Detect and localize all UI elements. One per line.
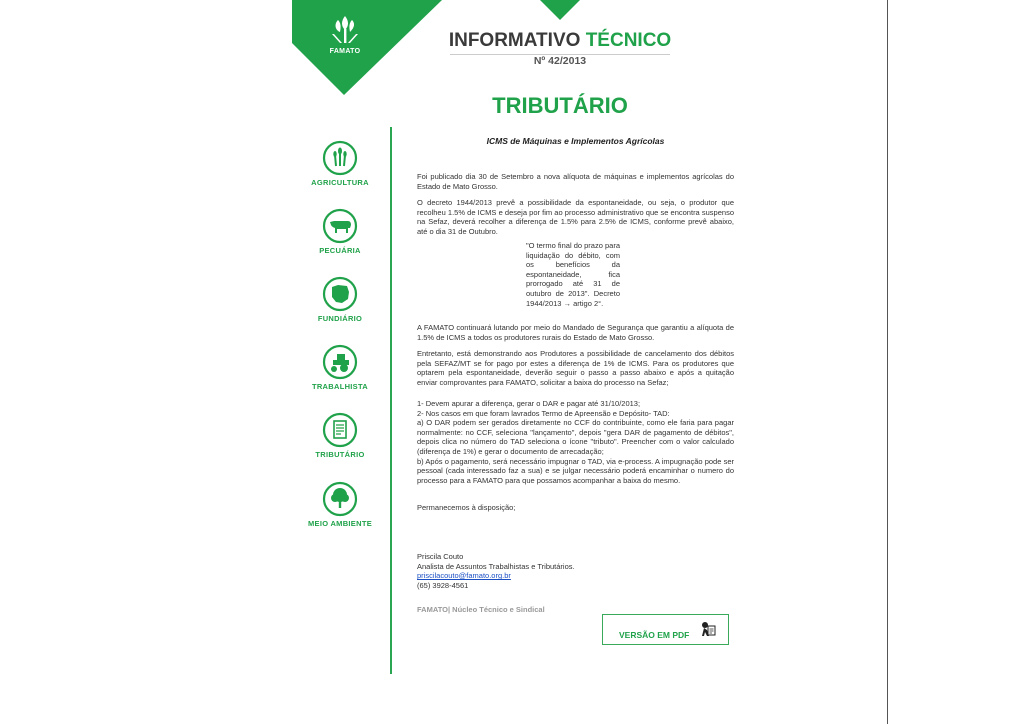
wheat-logo-icon <box>320 12 370 46</box>
header-accent-triangle <box>540 0 580 20</box>
sidebar-divider <box>390 127 392 674</box>
sidebar-item-pecuaria[interactable] <box>300 208 380 255</box>
document-subtitle: ICMS de Máquinas e Implementos Agrícolas <box>486 136 665 146</box>
section-title: TRIBUTÁRIO <box>492 93 628 118</box>
pdf-button-label: VERSÃO EM PDF <box>619 630 690 640</box>
step-1: 1- Devem apurar a diferença, gerar o DAR e pagar até 31/10/2013; <box>417 399 641 408</box>
famato-logo <box>320 12 370 60</box>
signature-name: Priscila Couto <box>417 552 464 561</box>
signature-email-link[interactable]: priscilacouto@famato.org.br <box>417 571 511 581</box>
sidebar-item-label: AGRICULTURA <box>311 178 369 187</box>
sidebar-item-trabalhista[interactable] <box>300 344 380 391</box>
closing-line <box>417 503 734 513</box>
paragraph-text: Foi publicado dia 30 de Setembro a nova alíquota de máquinas e implementos agrícolas do Estado de Mato Grosso. <box>417 172 734 191</box>
paragraph-text: Entretanto, está demonstrando aos Produtores a possibilidade de cancelamento dos débitos pela SEFAZ/MT se for pago por estes a diferença de 1% de ICMS. Para os produtores que optarem pela espontaneidade, deverão seguir o passo a passo abaixo e após a quitação enviar comprovantes para FAMATO, solicitar a baixa do processo na Sefaz; <box>417 349 734 387</box>
paragraph-1 <box>417 172 734 191</box>
pdf-version-button[interactable] <box>602 614 729 645</box>
sidebar-item-label: PECUÁRIA <box>319 246 361 255</box>
agriculture-icon <box>322 140 358 176</box>
sidebar-item-label: TRIBUTÁRIO <box>315 450 365 459</box>
footer-text: FAMATO| Núcleo Técnico e Sindical <box>417 605 545 614</box>
newsletter-title <box>440 30 680 52</box>
title-accent: TÉCNICO <box>585 30 672 51</box>
sidebar-item-tributario[interactable] <box>300 412 380 459</box>
closing-text: Permanecemos à disposição; <box>417 503 516 512</box>
sidebar-item-label: FUNDIÁRIO <box>317 314 363 323</box>
sidebar-item-agricultura[interactable] <box>300 140 380 187</box>
title-main: INFORMATIVO <box>448 30 581 51</box>
paragraph-4 <box>417 349 734 387</box>
pdf-reader-icon <box>699 621 717 641</box>
page-border <box>887 0 888 724</box>
steps-list <box>417 399 734 485</box>
signature-role: Analista de Assuntos Trabalhistas e Tributários. <box>417 561 575 571</box>
map-icon <box>322 276 358 312</box>
signature <box>417 552 717 590</box>
sidebar-item-label: MEIO AMBIENTE <box>307 519 373 528</box>
logo-text: FAMATO <box>329 48 361 55</box>
tractor-icon <box>322 344 358 380</box>
paragraph-text: A FAMATO continuará lutando por meio do Mandado de Segurança que garantiu a alíquota de 1.5% de ICMS a todos os produtores rurais do Estado de Mato Grosso. <box>417 323 734 342</box>
tree-icon <box>322 481 358 517</box>
step-2: 2- Nos casos em que foram lavrados Termo de Apreensão e Depósito- TAD: <box>417 408 670 418</box>
issue-number: Nº 42/2013 <box>533 55 587 67</box>
paragraph-2 <box>417 198 734 236</box>
step-2a: a) O DAR podem ser gerados diretamente no CCF do contribuinte, como ele faria para pagar normalmente: no CCF, seleciona "lançamento", depois "gera DAR de pagamento de débitos", depois clica no número do TAD seleciona o ícone "tributo". Preencher com o valor calculado (diferença de 1%) e gerar o documento de arrecadação; <box>417 418 734 456</box>
signature-phone: (65) 3928-4561 <box>417 580 469 590</box>
sidebar-item-fundiario[interactable] <box>300 276 380 323</box>
step-2b: b) Após o pagamento, será necessário impugnar o TAD, via e-process. A impugnação pode ser pessoal (cada interessado faz a sua) e se julgar necessário poderá encaminhar o numero do processo para a FAMATO para que possamos acompanhar a baixa do mesmo. <box>417 456 734 485</box>
paragraph-3 <box>417 323 734 342</box>
paragraph-text: O decreto 1944/2013 prevê a possibilidade da espontaneidade, ou seja, o produtor que recolheu 1.5% de ICMS e deseja por fim ao processo administrativo que se encontra suspenso na Sefaz, deverá recolher a diferença de 1.5% para 2.5% de ICMS, conforme prevê abaixo, até o dia 31 de Outubro. <box>417 198 734 236</box>
sidebar-item-meio-ambiente[interactable] <box>300 481 380 528</box>
decree-quote: "O termo final do prazo para liquidação do débito, com os benefícios da espontaneidade, fica prorrogado até 31 de outubro de 2013". Decreto 1944/2013 → artigo 2°. <box>526 241 620 308</box>
sidebar-item-label: TRABALHISTA <box>311 382 369 391</box>
cattle-icon <box>322 208 358 244</box>
document-icon <box>322 412 358 448</box>
